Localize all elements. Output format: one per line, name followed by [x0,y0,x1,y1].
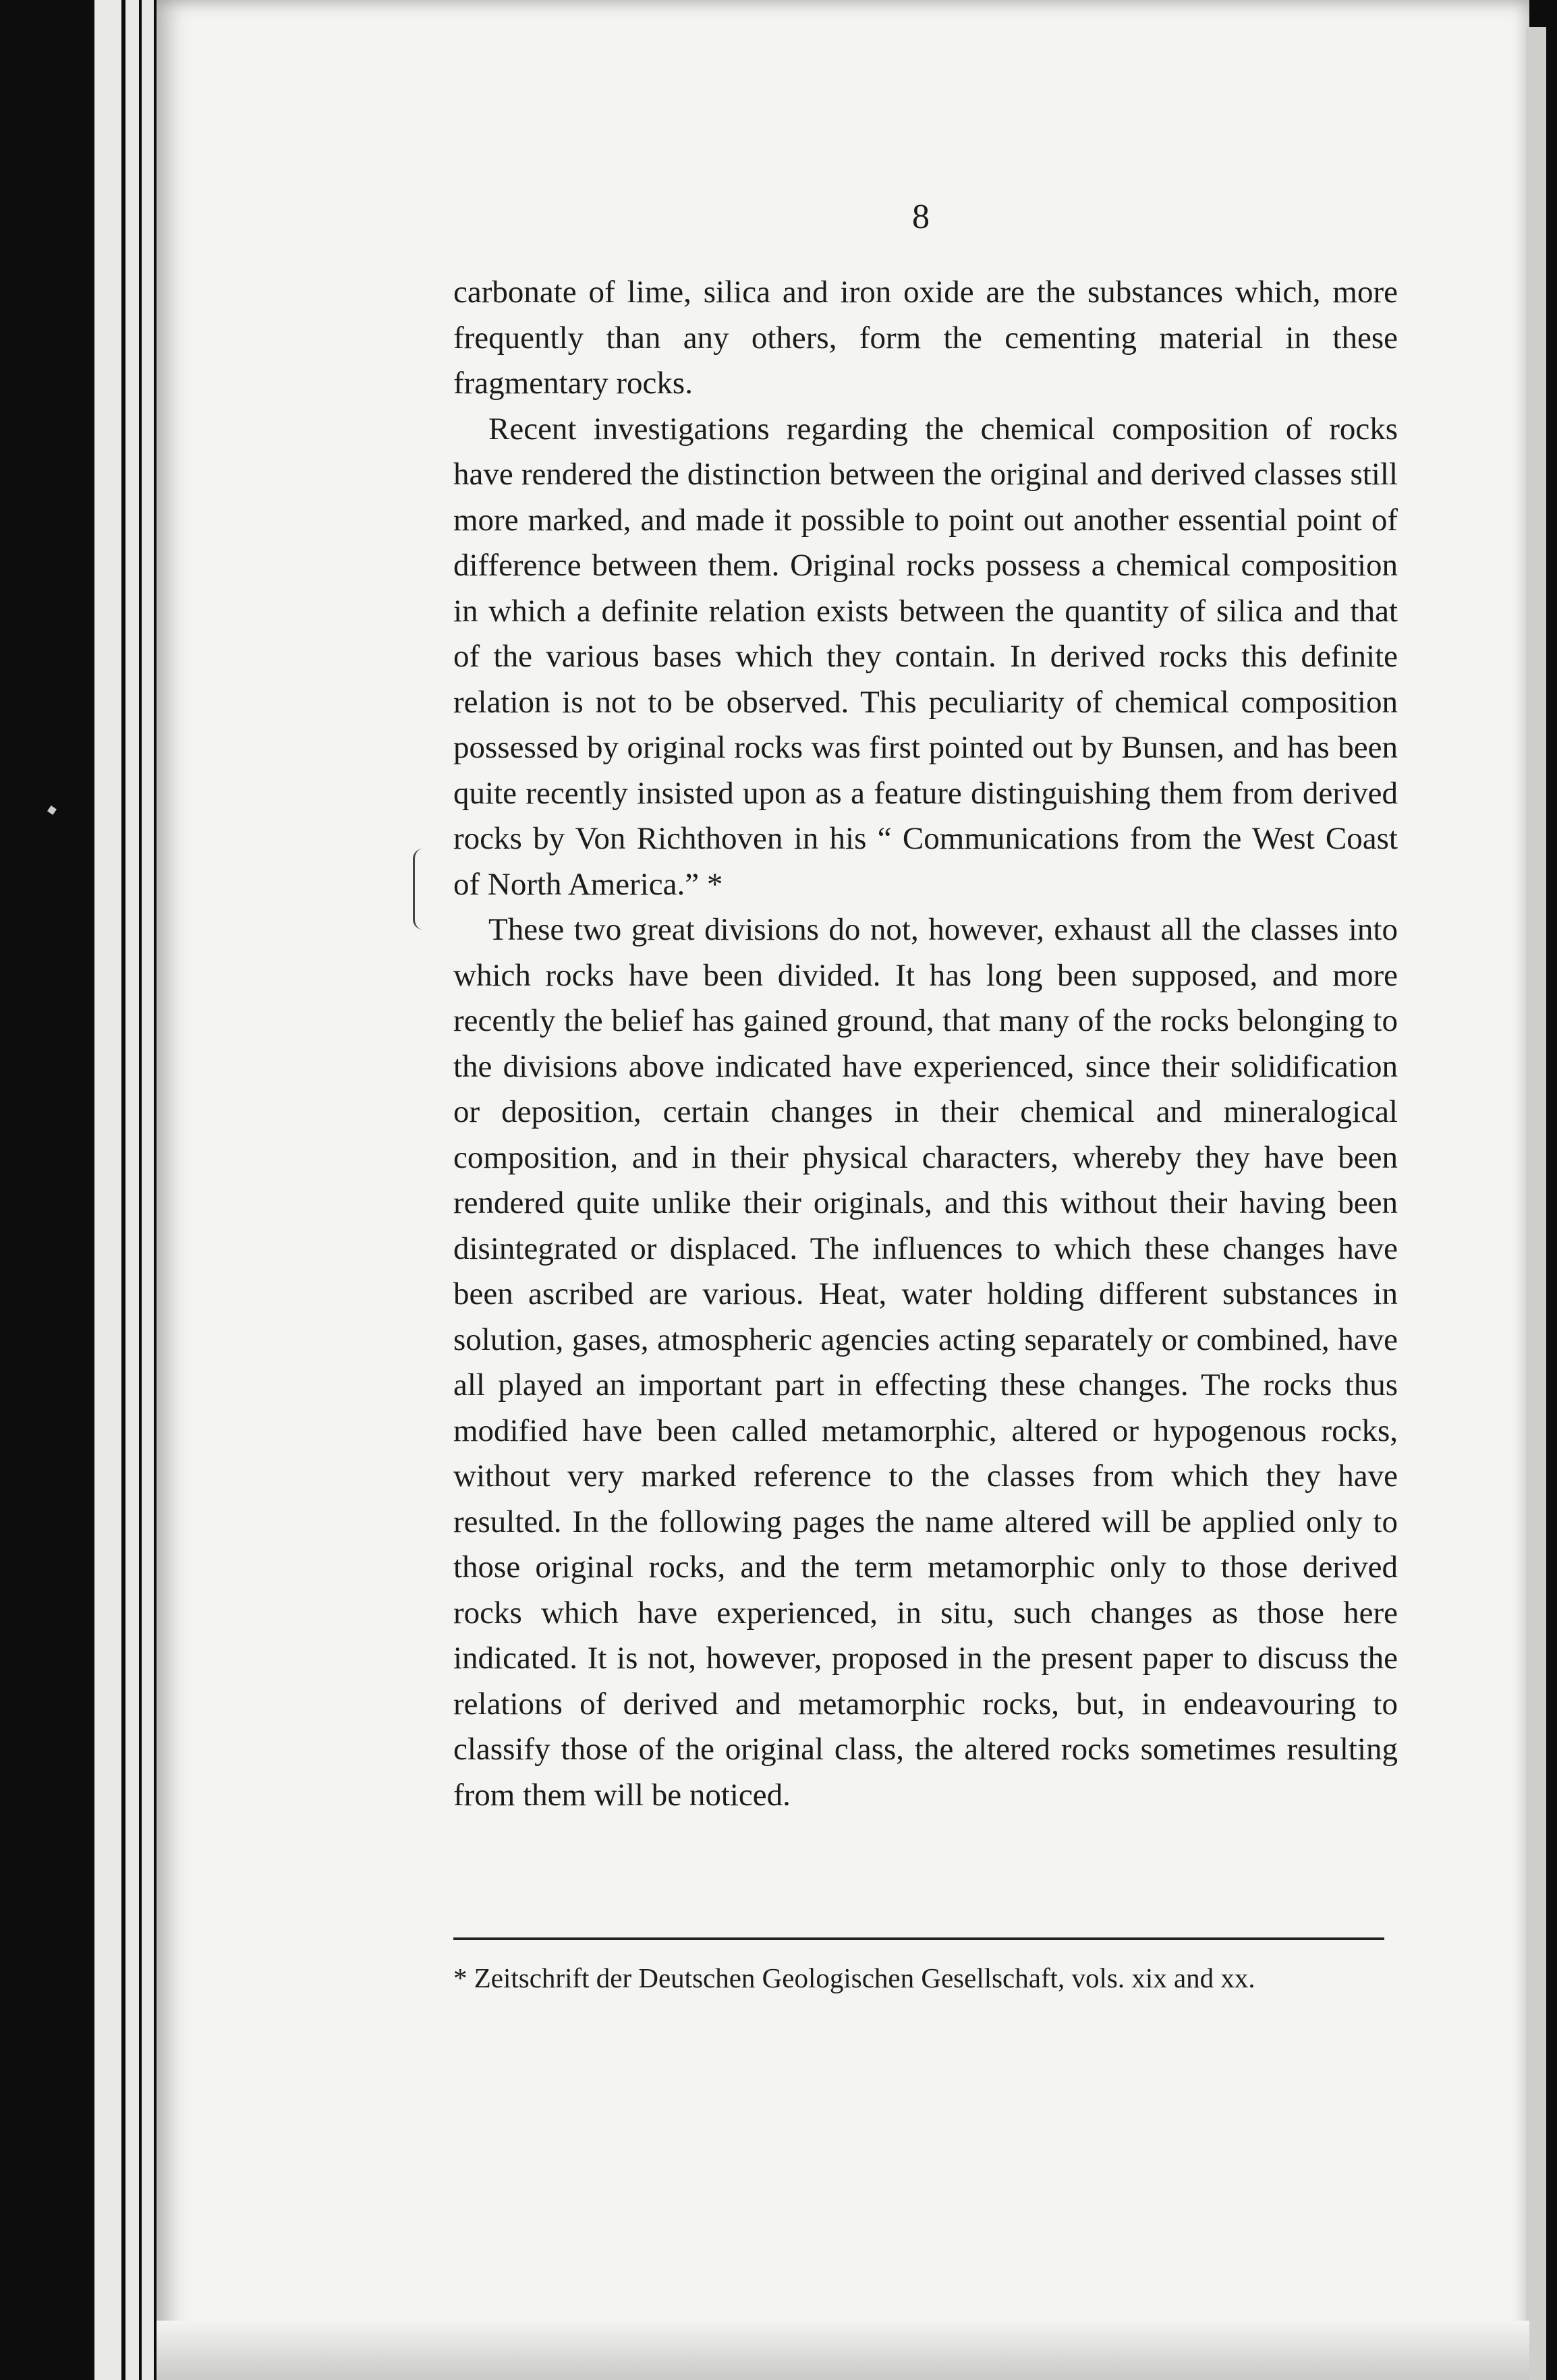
page-binding-edge [1526,27,1546,2380]
body-text [453,270,1398,1818]
page-stack-edge-2 [125,0,139,2380]
margin-bracket-mark [413,849,423,930]
page-number: 8 [912,198,930,236]
margin-speck [47,805,57,815]
footnote-divider [453,1937,1384,1940]
footnote: * Zeitschrift der Deutschen Geologischen Gesellschaft, vols. xix and xx. [453,1962,1255,1993]
paragraph-3: These two great divisions do not, however, exhaust all the classes into which rocks have been divided. It has long been supposed, and more recently the belief has gained ground, that many of the rocks belonging to the divisions above indicated have experienced, since their solidification or deposition, certain changes in their chemical and mineralogical composition, and in their physical characters, whereby they have been rendered quite unlike their originals, and this without their having been disintegrated or displaced. The influences to which these changes have been ascribed are various. Heat, water holding different substances in solution, gases, atmospheric agencies acting separately or combined, have all played an important part in effecting these changes. The rocks thus modified have been called metamorphic, altered or hypogenous rocks, without very marked reference to the classes from which they have resulted. In the following pages the name altered will be applied only to those original rocks, and the term metamorphic only to those derived rocks which have experienced, in situ, such changes as those here indicated. It is not, however, proposed in the present paper to discuss the relations of derived and metamorphic rocks, but, in endeavouring to classify those of the original class, the altered rocks sometimes resulting from them will be noticed. [453,912,1398,1813]
page-bottom-fold [157,2321,1529,2380]
paragraph-2: Recent investigations regarding the chemical composition of rocks have rendered the distinction between the original and derived classes still more marked, and made it possible to point out another essential point of difference between them. Original rocks possess a chemical composition in which a definite relation exists between the quantity of silica and that of the various bases which they contain. In derived rocks this definite relation is not to be observed. This peculiarity of chemical composition possessed by original rocks was first pointed out by Bunsen, and has been quite recently insisted upon as a feature distinguishing them from derived rocks by Von Richthoven in his “ Communications from the West Coast of North America.” * [453,411,1398,902]
page-stack-edge-1 [94,0,121,2380]
paragraph-1: carbonate of lime, silica and iron oxide are the substances which, more frequently than any others, form the cementing material in these fragmentary rocks. [453,275,1398,401]
page-stack-edge-3 [142,0,154,2380]
